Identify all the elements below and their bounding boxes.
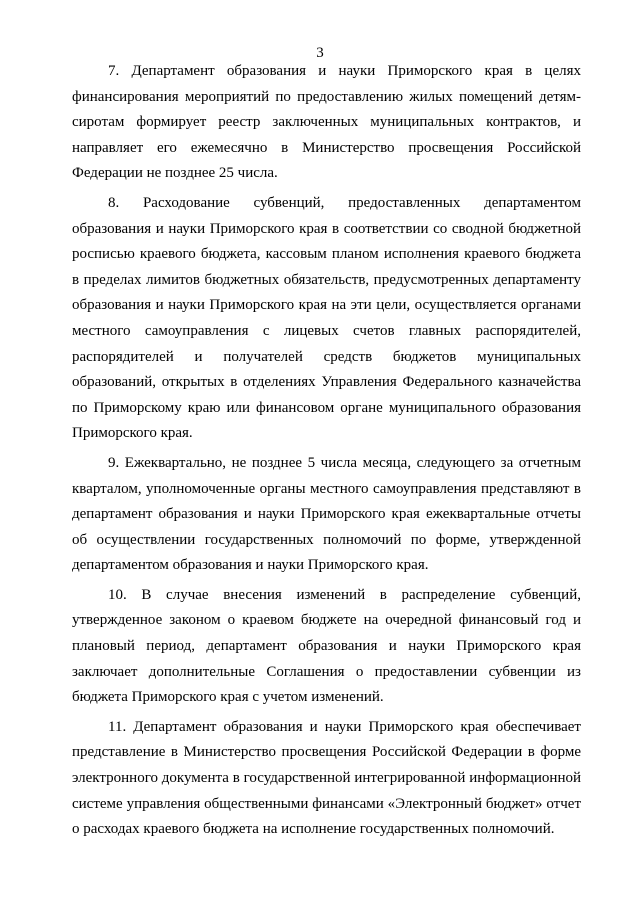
paragraph-10: 10. В случае внесения изменений в распределение субвенций, утвержденное законом о краевом бюджете на очередной финансовый год и плановый период, департамент образования и науки Приморского края заключает дополнительные Соглашения о предоставлении субвенции из бюджета Приморского края с учетом изменений. <box>72 586 581 706</box>
document-body <box>72 59 581 843</box>
page-number: 3 <box>316 45 324 61</box>
paragraph-8: 8. Расходование субвенций, предоставленных департаментом образования и науки Приморского края в соответствии со сводной бюджетной росписью краевого бюджета, кассовым планом исполнения краевого бюджета в пределах лимитов бюджетных обязательств, предусмотренных департаменту образования и науки Приморского края на эти цели, осуществляется органами местного самоуправления с лицевых счетов главных распорядителей, распорядителей и получателей средств бюджетов муниципальных образований, открытых в отделениях Управления Федерального казначейства по Приморскому краю или финансовом органе муниципального образования Приморского края. <box>72 194 581 442</box>
paragraph-11: 11. Департамент образования и науки Приморского края обеспечивает представление в Министерство просвещения Российской Федерации в форме электронного документа в государственной интегрированной информационной системе управления общественными финансами «Электронный бюджет» отчет о расходах краевого бюджета на исполнение государственных полномочий. <box>72 718 581 838</box>
paragraph-7: 7. Департамент образования и науки Приморского края в целях финансирования мероприятий по предоставлению жилых помещений детям-сиротам формирует реестр заключенных муниципальных контрактов, и направляет его ежемесячно в Министерство просвещения Российской Федерации не позднее 25 числа. <box>72 63 581 182</box>
paragraph-9: 9. Ежеквартально, не позднее 5 числа месяца, следующего за отчетным кварталом, уполномоченные органы местного самоуправления представляют в департамент образования и науки Приморского края ежеквартальные отчеты об осуществлении государственных полномочий по форме, утвержденной департаментом образования и науки Приморского края. <box>72 454 581 574</box>
